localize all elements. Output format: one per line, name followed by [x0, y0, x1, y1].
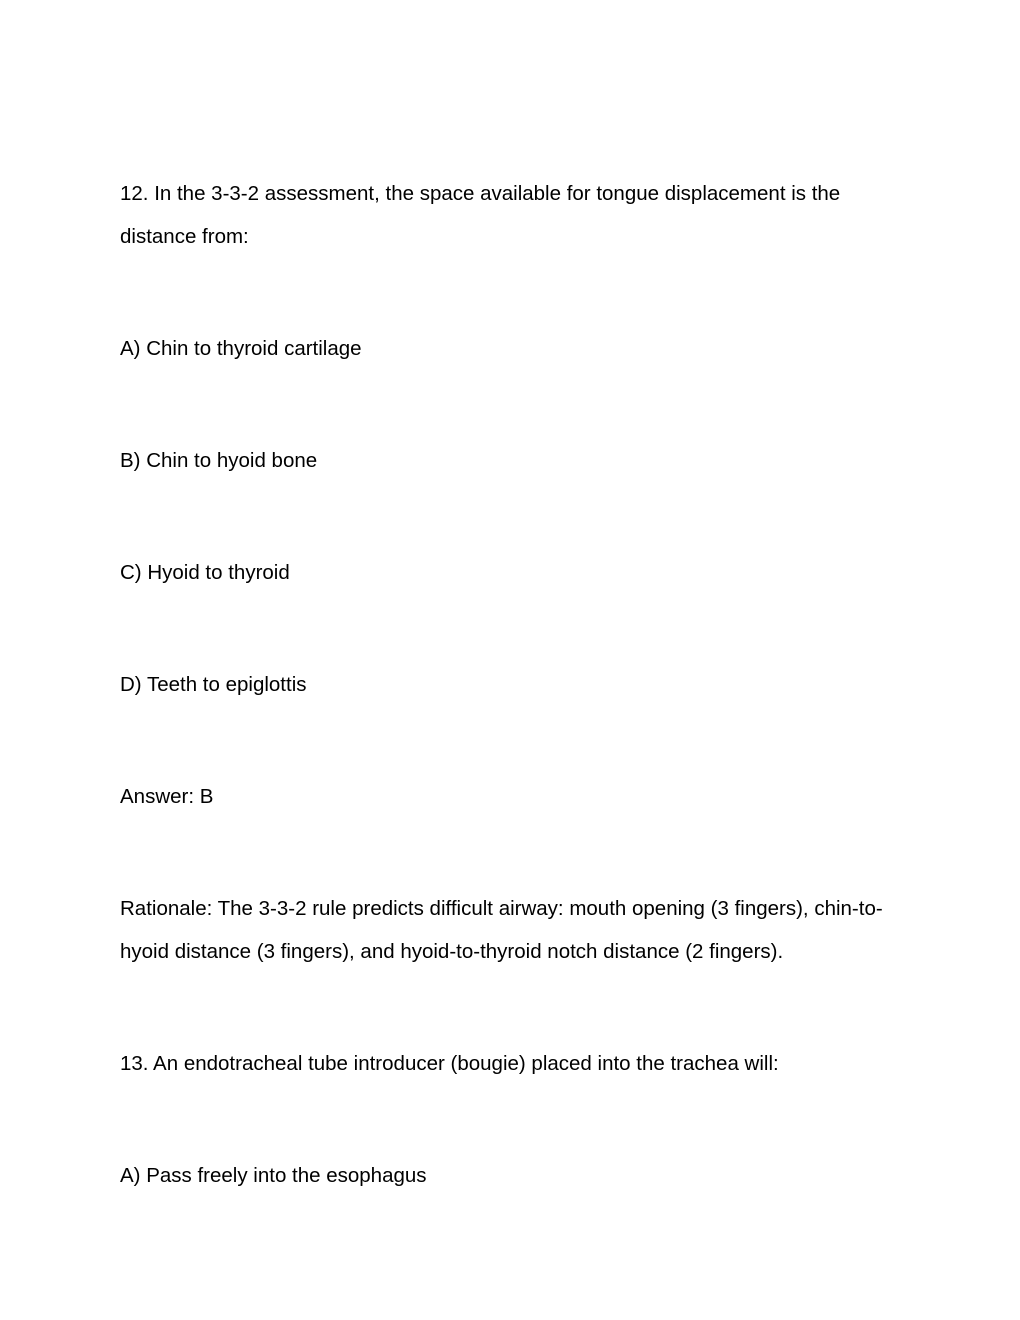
question-12-rationale: Rationale: The 3-3-2 rule predicts difficult airway: mouth opening (3 fingers), chin-to-hyoid distance (3 fingers), and hyoid-to-thyroid notch distance (2 fingers).	[120, 897, 883, 963]
question-12-option-d: D) Teeth to epiglottis	[120, 673, 307, 696]
question-12-option-b: B) Chin to hyoid bone	[120, 449, 318, 472]
question-12-answer: Answer: B	[120, 785, 214, 808]
question-12-option-a: A) Chin to thyroid cartilage	[120, 337, 362, 360]
document-body	[120, 172, 910, 1197]
question-12-option-c: C) Hyoid to thyroid	[120, 561, 290, 584]
question-13-option-a: A) Pass freely into the esophagus	[120, 1164, 427, 1187]
question-12-stem: 12. In the 3-3-2 assessment, the space available for tongue displacement is the distance from:	[120, 182, 841, 248]
question-13-stem: 13. An endotracheal tube introducer (bougie) placed into the trachea will:	[120, 1052, 779, 1075]
